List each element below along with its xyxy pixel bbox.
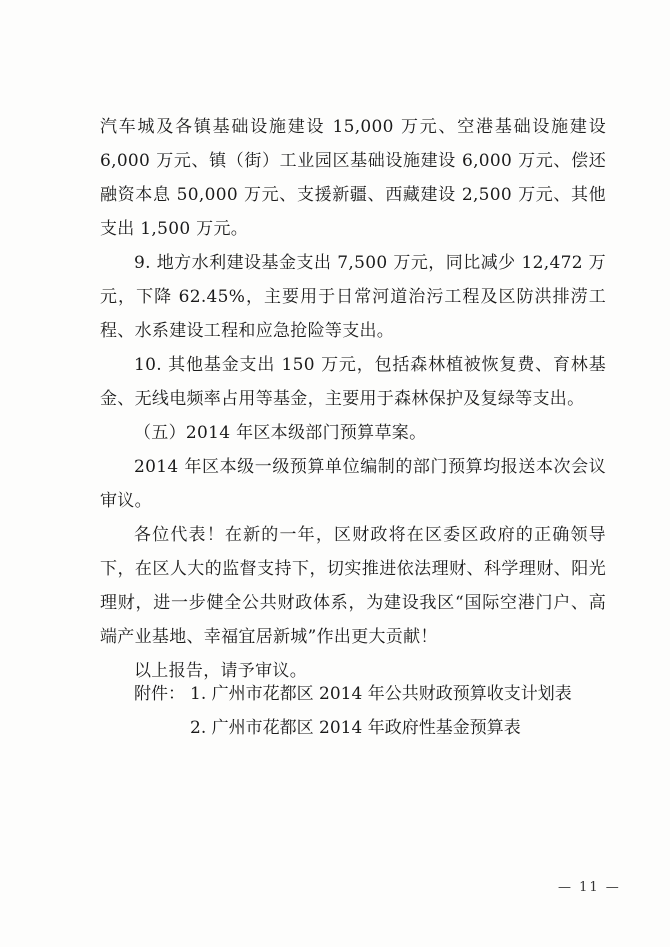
section-heading-department-budget: （五）2014 年区本级部门预算草案。 (134, 423, 427, 443)
body-text (100, 110, 606, 688)
attachments-list (134, 677, 614, 745)
paragraph-closing-remarks: 各位代表！在新的一年，区财政将在区委区政府的正确领导下，在区人大的监督支持下，切实推进依法理财、科学理财、阳光理财，进一步健全公共财政体系，为建设我区“国际空港门户、高端产业基地、幸福宜居新城”作出更大贡献！ (100, 525, 606, 647)
page-number: — 11 — (558, 880, 621, 895)
attachments-label: 附件： (134, 684, 185, 704)
attachment-item-label: 2. 广州市花都区 2014 年政府性基金预算表 (190, 718, 521, 738)
attachment-item (134, 711, 614, 745)
paragraph-department-budget: 2014 年区本级一级预算单位编制的部门预算均报送本次会议审议。 (100, 457, 606, 511)
paragraph-infrastructure-spending: 汽车城及各镇基础设施建设 15,000 万元、空港基础设施建设 6,000 万元、镇（街）工业园区基础设施建设 6,000 万元、偿还融资本息 50,000 万元、支援新疆、西藏建设 2,500 万元、其他支出 1,500 万元。 (100, 117, 606, 239)
attachment-item (134, 677, 614, 711)
paragraph-report-submission: 以上报告，请予审议。 (134, 661, 307, 681)
paragraph-water-fund: 9. 地方水利建设基金支出 7,500 万元，同比减少 12,472 万元，下降 62.45%，主要用于日常河道治污工程及区防洪排涝工程、水系建设工程和应急抢险等支出。 (100, 253, 606, 341)
paragraph-other-fund: 10. 其他基金支出 150 万元，包括森林植被恢复费、育林基金、无线电频率占用等基金，主要用于森林保护及复绿等支出。 (100, 355, 606, 409)
attachment-item-label: 1. 广州市花都区 2014 年公共财政预算收支计划表 (190, 684, 572, 704)
